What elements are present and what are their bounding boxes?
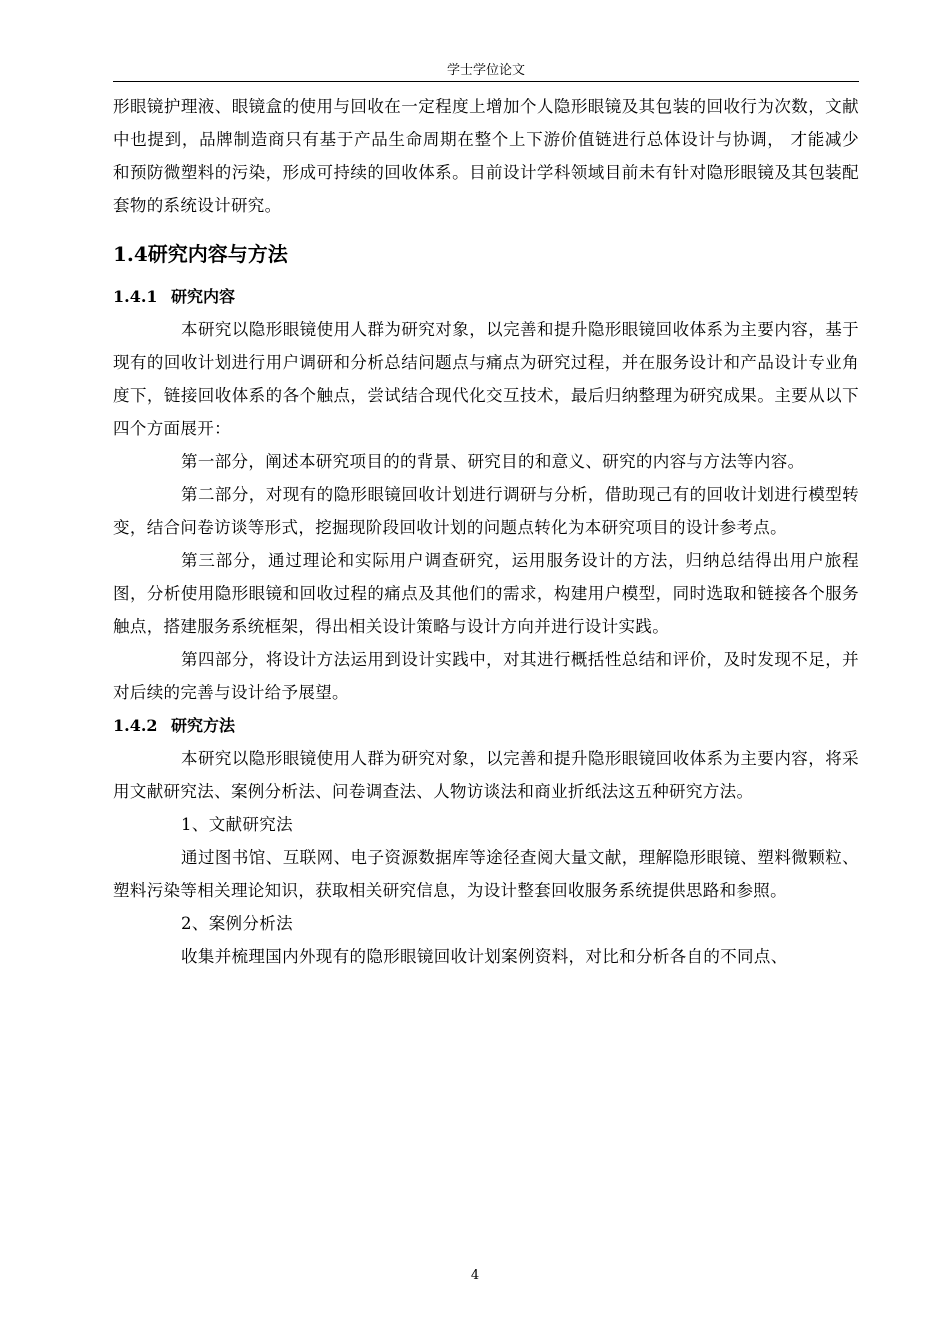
paragraph-part-two: 第二部分，对现有的隐形眼镜回收计划进行调研与分析，借助现己有的回收计划进行模型转变，结合问卷访谈等形式，挖掘现阶段回收计划的问题点转化为本研究项目的设计参考点。	[113, 485, 859, 537]
subsection-heading-1-4-2	[113, 709, 859, 742]
section-heading-1-4: 1.4研究内容与方法	[113, 242, 288, 266]
paragraph-literature-research: 通过图书馆、互联网、电子资源数据库等途径查阅大量文献，理解隐形眼镜、塑料微颗粒、塑料污染等相关理论知识，获取相关研究信息，为设计整套回收服务系统提供思路和参照。	[113, 848, 859, 900]
paragraph-research-method-intro: 本研究以隐形眼镜使用人群为研究对象，以完善和提升隐形眼镜回收体系为主要内容，将采用文献研究法、案例分析法、问卷调查法、人物访谈法和商业折纸法这五种研究方法。	[113, 749, 859, 801]
subsection-title: 研究方法	[171, 716, 236, 735]
subsection-title: 研究内容	[171, 287, 236, 306]
page-number: 4	[470, 1268, 480, 1283]
intro-paragraph: 形眼镜护理液、眼镜盒的使用与回收在一定程度上增加个人隐形眼镜及其包装的回收行为次数，文献中也提到，品牌制造商只有基于产品生命周期在整个上下游价值链进行总体设计与协调， 才能减少和预防微塑料的污染，形成可持续的回收体系。目前设计学科领域目前未有针对隐形眼镜及其包装配套物的系统设计研究。	[113, 97, 859, 215]
paragraph-case-analysis: 收集并梳理国内外现有的隐形眼镜回收计划案例资料，对比和分析各自的不同点、	[181, 947, 788, 966]
paragraph-research-content-intro: 本研究以隐形眼镜使用人群为研究对象，以完善和提升隐形眼镜回收体系为主要内容，基于现有的回收计划进行用户调研和分析总结问题点与痛点为研究过程，并在服务设计和产品设计专业角度下，链接回收体系的各个触点，尝试结合现代化交互技术，最后归纳整理为研究成果。主要从以下四个方面展开：	[113, 320, 859, 438]
list-item-case-analysis: 2、案例分析法	[181, 914, 293, 933]
subsection-number: 1.4.1	[113, 287, 158, 306]
subsection-heading-1-4-1	[113, 280, 859, 313]
list-item-literature-research: 1、文献研究法	[181, 815, 293, 834]
paragraph-part-three: 第三部分，通过理论和实际用户调查研究，运用服务设计的方法，归纳总结得出用户旅程图，分析使用隐形眼镜和回收过程的痛点及其他们的需求，构建用户模型，同时选取和链接各个服务触点，搭建服务系统框架，得出相关设计策略与设计方向并进行设计实践。	[113, 551, 859, 636]
page-body	[113, 90, 859, 973]
subsection-number: 1.4.2	[113, 716, 158, 735]
paragraph-part-four: 第四部分，将设计方法运用到设计实践中，对其进行概括性总结和评价，及时发现不足，并对后续的完善与设计给予展望。	[113, 650, 859, 702]
paragraph-part-one: 第一部分，阐述本研究项目的的背景、研究目的和意义、研究的内容与方法等内容。	[181, 452, 805, 471]
page-header: 学士学位论文	[446, 63, 525, 78]
header-divider	[113, 81, 859, 82]
